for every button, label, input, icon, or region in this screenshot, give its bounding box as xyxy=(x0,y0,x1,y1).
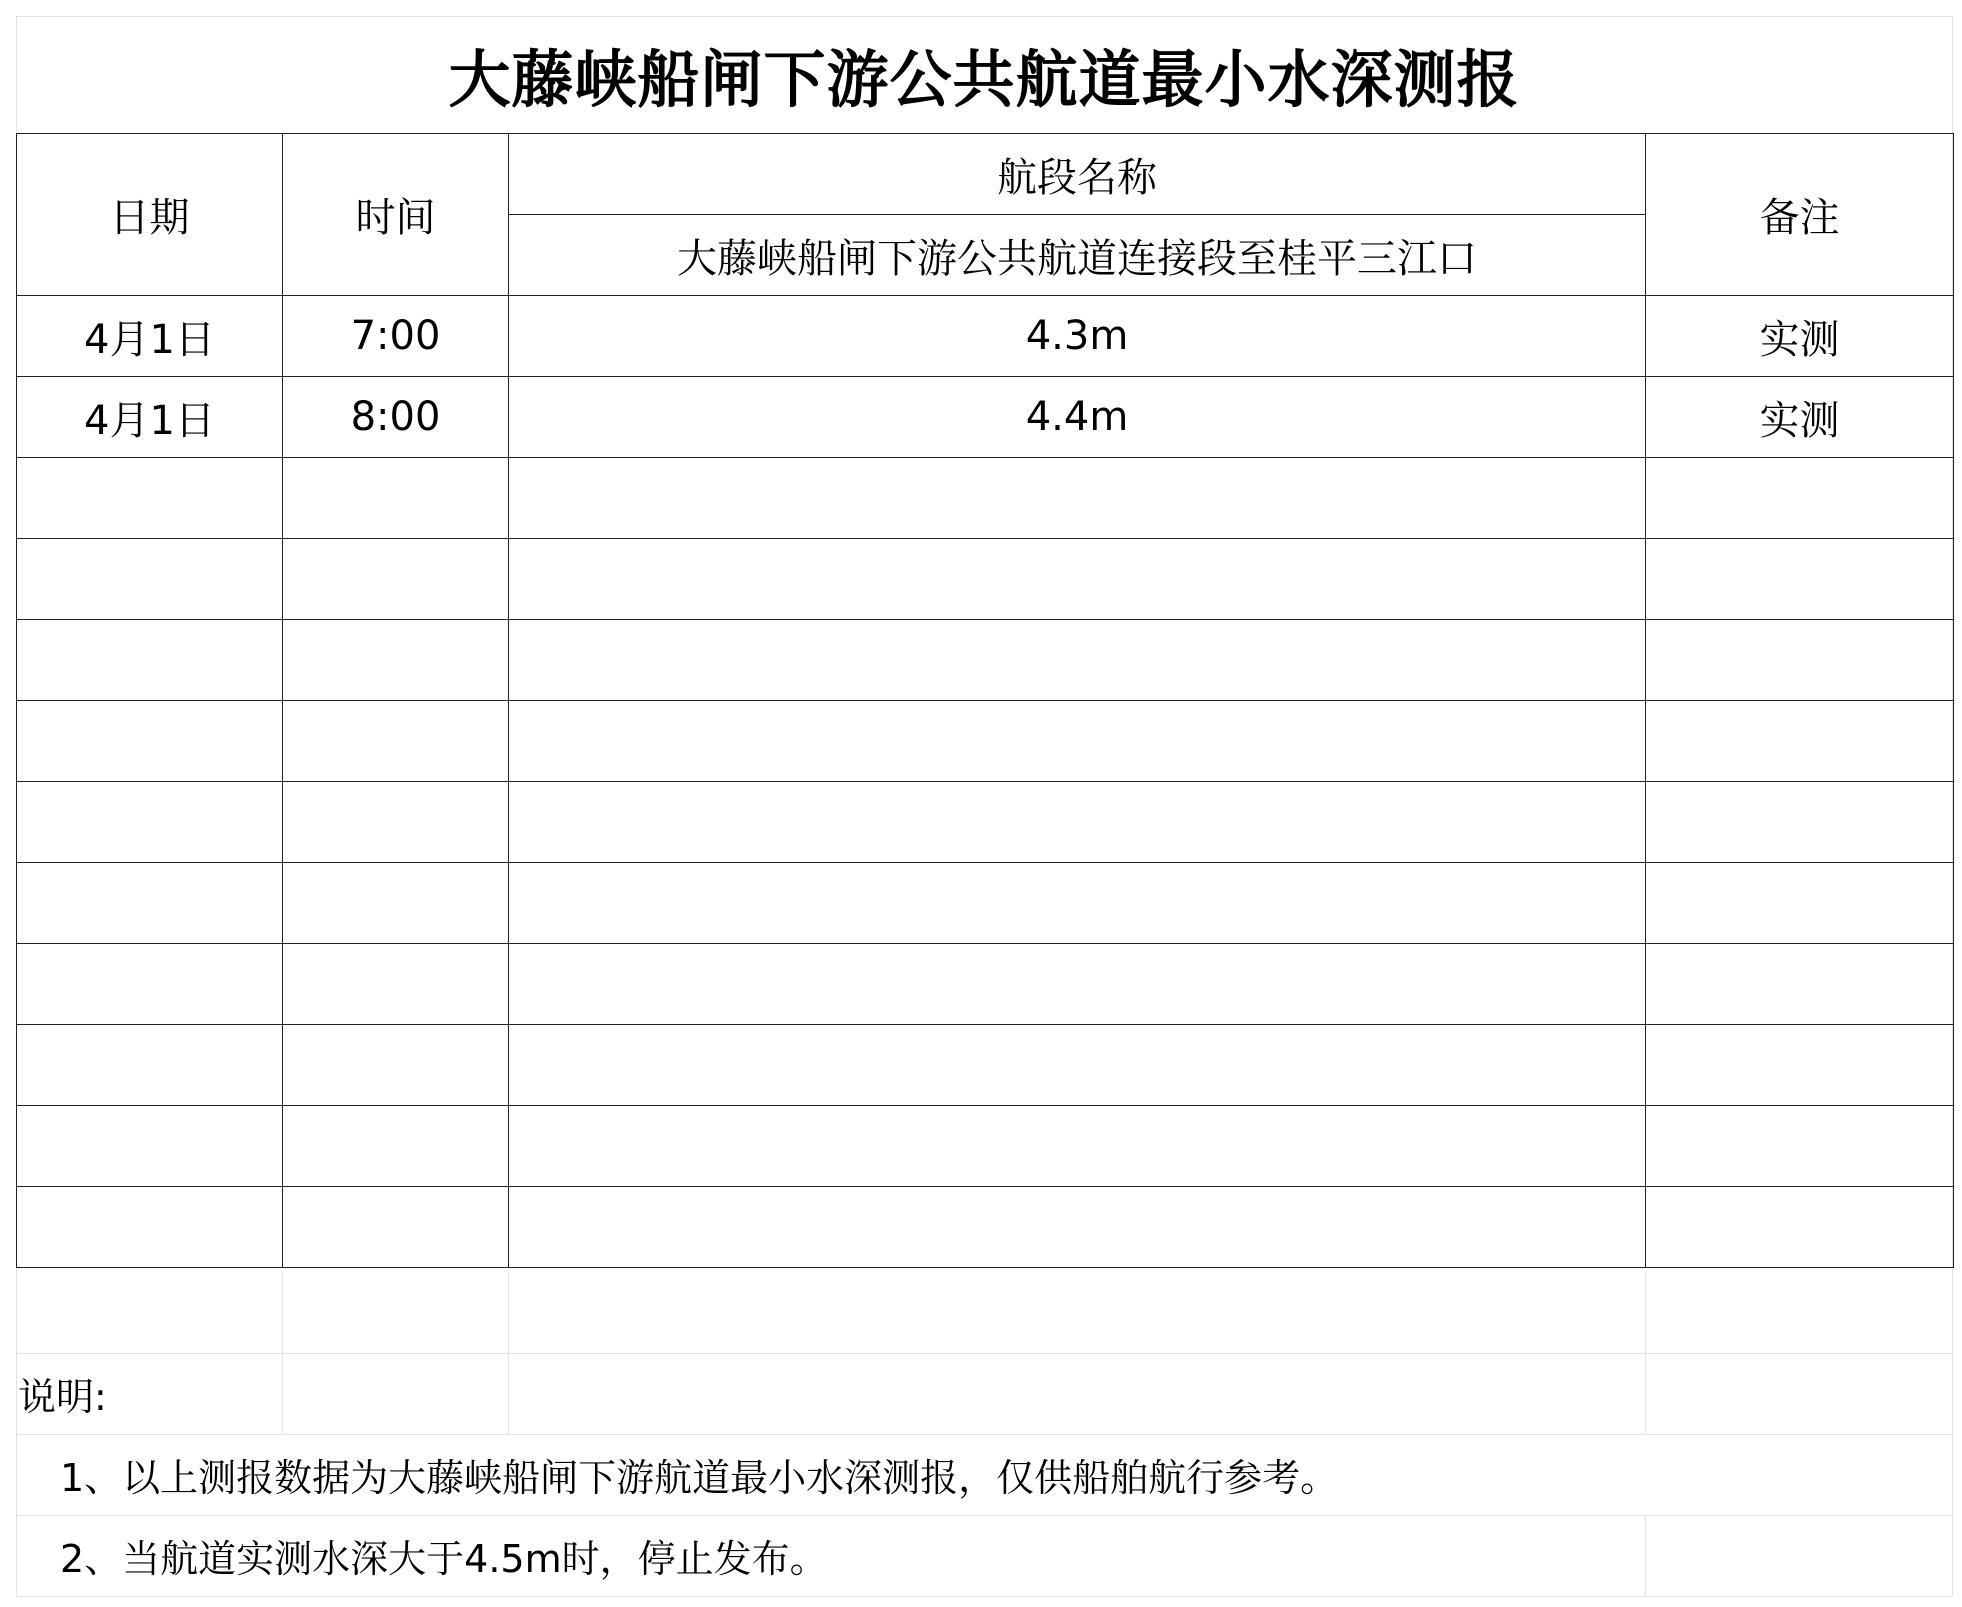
cell-depth[interactable] xyxy=(509,782,1646,863)
cell-remark[interactable] xyxy=(1646,620,1954,701)
cell-depth[interactable] xyxy=(509,1025,1646,1106)
cell-time[interactable] xyxy=(283,620,509,701)
cell-depth[interactable] xyxy=(509,620,1646,701)
cell-depth[interactable]: 4.4m xyxy=(509,377,1646,458)
cell-remark[interactable] xyxy=(1646,944,1954,1025)
cell-date[interactable] xyxy=(17,863,283,944)
note-item: 2、当航道实测水深大于4.5m时，停止发布。 xyxy=(60,1536,828,1581)
cell-date[interactable] xyxy=(17,944,283,1025)
gridline xyxy=(282,1272,283,1434)
depth-report-table xyxy=(16,133,1954,1268)
table-row xyxy=(17,1025,1954,1106)
cell-time[interactable] xyxy=(283,1106,509,1187)
cell-date[interactable] xyxy=(17,701,283,782)
cell-date[interactable] xyxy=(17,782,283,863)
gridline xyxy=(508,1272,509,1434)
cell-depth[interactable] xyxy=(509,863,1646,944)
table-row xyxy=(17,620,1954,701)
table-row xyxy=(17,1187,1954,1268)
cell-date[interactable]: 4月1日 xyxy=(17,296,283,377)
cell-date[interactable] xyxy=(17,620,283,701)
cell-time[interactable] xyxy=(283,782,509,863)
note-item: 1、以上测报数据为大藤峡船闸下游航道最小水深测报，仅供船舶航行参考。 xyxy=(60,1455,1339,1500)
cell-depth[interactable] xyxy=(509,1106,1646,1187)
table-row xyxy=(17,701,1954,782)
cell-depth[interactable] xyxy=(509,701,1646,782)
cell-depth[interactable]: 4.3m xyxy=(509,296,1646,377)
table-row xyxy=(17,377,1954,458)
cell-date[interactable] xyxy=(17,458,283,539)
cell-date[interactable] xyxy=(17,1025,283,1106)
cell-time[interactable] xyxy=(283,1025,509,1106)
report-title: 大藤峡船闸下游公共航道最小水深测报 xyxy=(448,42,1520,116)
header-row xyxy=(17,134,1954,215)
header-date: 日期 xyxy=(17,134,283,296)
table-row xyxy=(17,539,1954,620)
notes-label: 说明: xyxy=(18,1374,107,1419)
cell-remark[interactable] xyxy=(1646,701,1954,782)
cell-time[interactable]: 8:00 xyxy=(283,377,509,458)
cell-date[interactable] xyxy=(17,1106,283,1187)
cell-depth[interactable] xyxy=(509,1187,1646,1268)
table-row xyxy=(17,782,1954,863)
cell-time[interactable] xyxy=(283,944,509,1025)
cell-date[interactable] xyxy=(17,1187,283,1268)
cell-remark[interactable] xyxy=(1646,1025,1954,1106)
cell-date[interactable]: 4月1日 xyxy=(17,377,283,458)
cell-time[interactable] xyxy=(283,458,509,539)
table-row xyxy=(17,458,1954,539)
header-section-group: 航段名称 xyxy=(509,134,1646,215)
cell-remark[interactable] xyxy=(1646,458,1954,539)
cell-depth[interactable] xyxy=(509,944,1646,1025)
cell-depth[interactable] xyxy=(509,458,1646,539)
table-row xyxy=(17,1106,1954,1187)
gridline xyxy=(1645,1515,1646,1596)
cell-time[interactable]: 7:00 xyxy=(283,296,509,377)
header-time: 时间 xyxy=(283,134,509,296)
cell-depth[interactable] xyxy=(509,539,1646,620)
cell-remark[interactable]: 实测 xyxy=(1646,377,1954,458)
cell-remark[interactable] xyxy=(1646,782,1954,863)
gridline xyxy=(16,1434,1952,1435)
header-section-name: 大藤峡船闸下游公共航道连接段至桂平三江口 xyxy=(509,215,1646,296)
header-remark: 备注 xyxy=(1646,134,1954,296)
cell-remark[interactable] xyxy=(1646,1187,1954,1268)
cell-remark[interactable] xyxy=(1646,539,1954,620)
table-row xyxy=(17,944,1954,1025)
cell-remark[interactable] xyxy=(1646,863,1954,944)
cell-remark[interactable]: 实测 xyxy=(1646,296,1954,377)
table-row xyxy=(17,296,1954,377)
gridline xyxy=(16,1596,1952,1597)
cell-time[interactable] xyxy=(283,863,509,944)
cell-date[interactable] xyxy=(17,539,283,620)
gridline xyxy=(16,1515,1952,1516)
gridline xyxy=(1645,1272,1646,1434)
cell-time[interactable] xyxy=(283,701,509,782)
table-row xyxy=(17,863,1954,944)
cell-time[interactable] xyxy=(283,539,509,620)
gridline xyxy=(16,1353,1952,1354)
cell-time[interactable] xyxy=(283,1187,509,1268)
cell-remark[interactable] xyxy=(1646,1106,1954,1187)
